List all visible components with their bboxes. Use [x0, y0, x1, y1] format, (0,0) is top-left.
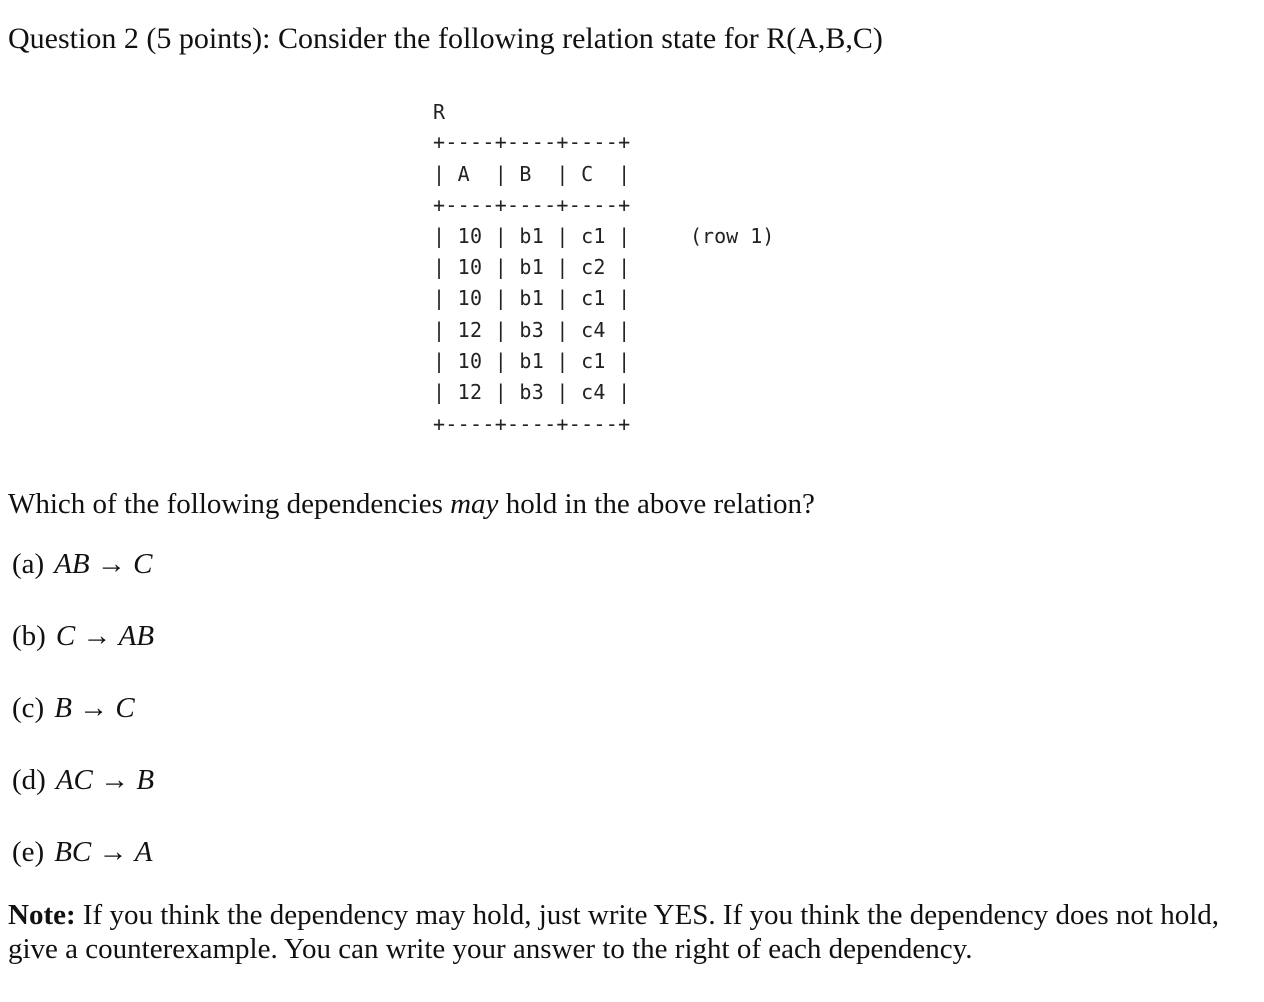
arrow-icon: → [96, 548, 126, 580]
dependency-lhs: C [55, 620, 76, 652]
option-label: (a) [12, 548, 45, 580]
option-label: (c) [12, 692, 45, 724]
question-header: Question 2 (5 points): Consider the following relation state for R(A,B,C) [8, 22, 883, 55]
arrow-icon: → [82, 620, 112, 652]
prompt-emphasis: may [450, 488, 499, 520]
dependency-lhs: BC [54, 836, 92, 868]
arrow-icon: → [100, 764, 130, 796]
option-c [12, 692, 135, 725]
table-border-bottom: +----+----+----+ [433, 412, 631, 436]
table-border-mid: +----+----+----+ [433, 193, 631, 217]
option-b [12, 620, 154, 653]
table-row: | 10 | b1 | c1 | [433, 224, 631, 248]
dependency-lhs: B [54, 692, 72, 724]
arrow-icon: → [98, 836, 128, 868]
dependency-rhs: C [133, 548, 153, 580]
dependency-lhs: AC [55, 764, 93, 796]
table-row: | 12 | b3 | c4 | [433, 318, 631, 342]
option-e [12, 836, 152, 869]
option-a [12, 548, 152, 581]
question-prompt [8, 488, 815, 521]
row-note: (row 1) [690, 224, 775, 248]
table-row: | 12 | b3 | c4 | [433, 380, 631, 404]
prompt-text-before: Which of the following dependencies [8, 488, 451, 520]
prompt-text-after: hold in the above relation? [498, 488, 815, 520]
dependency-lhs: AB [54, 548, 90, 580]
answer-note [8, 898, 1248, 966]
note-label: Note: [8, 899, 76, 931]
note-text: If you think the dependency may hold, just write YES. If you think the dependency does not hold, give a counterexample. You can write your answer to the right of each dependency. [8, 899, 1220, 965]
table-row: | 10 | b1 | c2 | [433, 255, 631, 279]
table-row: | 10 | b1 | c1 | [433, 286, 631, 310]
dependency-rhs: AB [118, 620, 155, 652]
option-label: (b) [12, 620, 46, 652]
dependency-rhs: B [136, 764, 155, 796]
option-label: (e) [12, 836, 45, 868]
dependency-rhs: A [134, 836, 153, 868]
dependency-rhs: C [115, 692, 135, 724]
option-label: (d) [12, 764, 46, 796]
table-border-top: +----+----+----+ [433, 130, 631, 154]
table-row: | 10 | b1 | c1 | [433, 349, 631, 373]
arrow-icon: → [79, 692, 109, 724]
relation-name: R [433, 100, 446, 124]
table-header-row: | A | B | C | [433, 162, 631, 186]
option-d [12, 764, 154, 797]
